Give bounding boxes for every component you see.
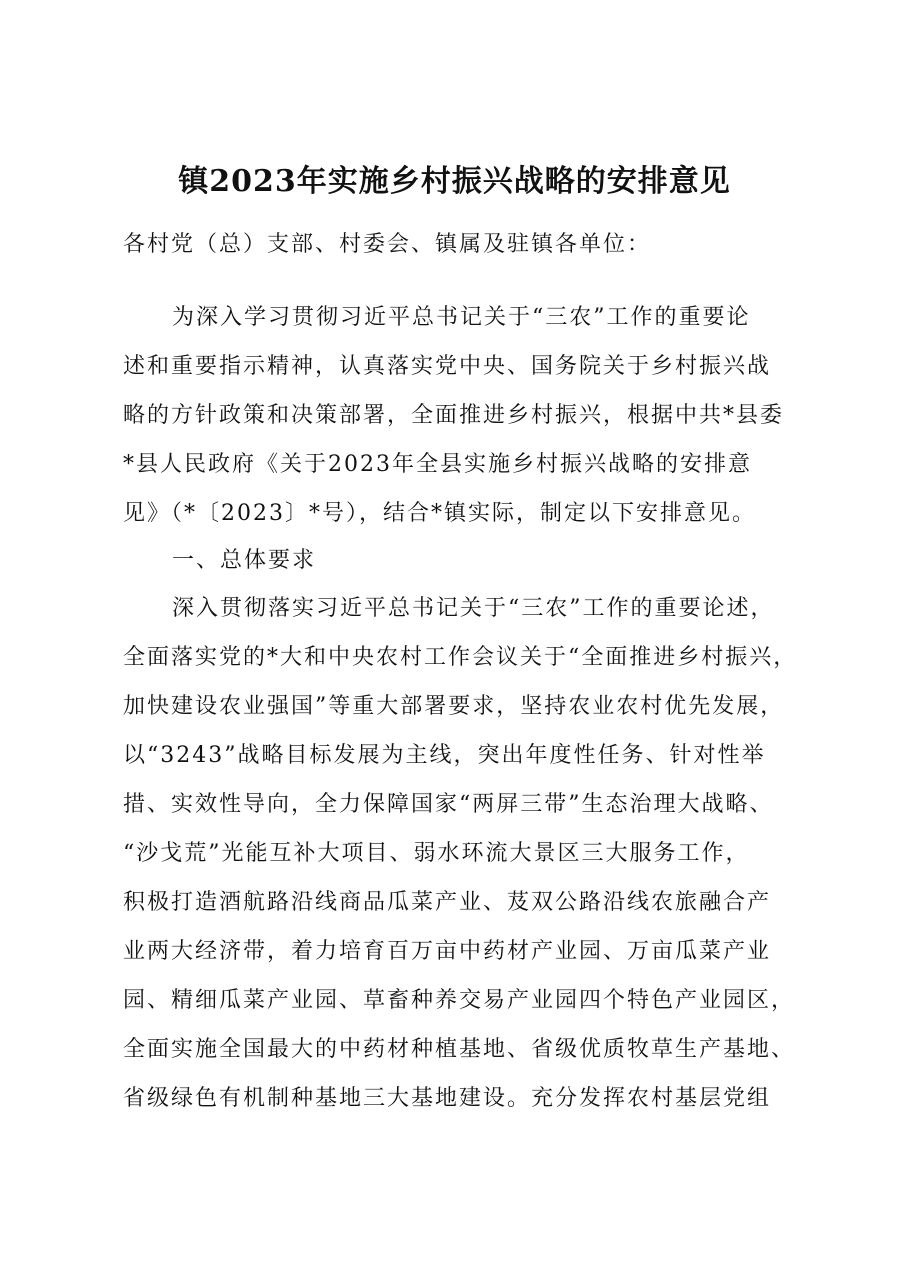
document-title: 镇2023年实施乡村振兴战略的安排意见 — [178, 164, 731, 199]
body-line: 措、实效性导向，全力保障国家“两屏三带”生态治理大战略、 — [123, 792, 774, 817]
body-line: 略的方针政策和决策部署，全面推进乡村振兴，根据中共*县委 — [123, 403, 785, 428]
body-line: 园、精细瓜菜产业园、草畜种养交易产业园四个特色产业园区， — [123, 988, 796, 1013]
body-line: 业两大经济带，着力培育百万亩中药材产业园、万亩瓜菜产业 — [123, 939, 772, 964]
body-line: 积极打造酒航路沿线商品瓜菜产业、芨双公路沿线农旅融合产 — [123, 890, 772, 915]
body-line: *县人民政府《关于2023年全县实施乡村振兴战略的安排意 — [123, 452, 752, 477]
body-line: 全面实施全国最大的中药材种植基地、省级优质牧草生产基地、 — [123, 1037, 796, 1062]
body-line: 以“3243”战略目标发展为主线，突出年度性任务、针对性举 — [123, 743, 766, 768]
body-line: 深入贯彻落实习近平总书记关于“三农”工作的重要论述， — [172, 596, 775, 621]
body-line: 全面落实党的*大和中央农村工作会议关于“全面推进乡村振兴， — [123, 645, 798, 670]
section-heading: 一、总体要求 — [172, 548, 317, 573]
body-line: “沙戈荒”光能互补大项目、弱水环流大景区三大服务工作， — [123, 841, 750, 866]
body-line: 述和重要指示精神，认真落实党中央、国务院关于乡村振兴战 — [123, 354, 772, 379]
body-line: 加快建设农业强国”等重大部署要求，坚持农业农村优先发展， — [123, 694, 785, 719]
body-line: 见》（*〔2023〕*号），结合*镇实际，制定以下安排意见。 — [123, 501, 756, 526]
body-line: 为深入学习贯彻习近平总书记关于“三农”工作的重要论 — [172, 305, 751, 330]
salutation-line: 各村党（总）支部、村委会、镇属及驻镇各单位： — [123, 232, 652, 257]
body-line: 省级绿色有机制种基地三大基地建设。充分发挥农村基层党组 — [123, 1086, 772, 1111]
